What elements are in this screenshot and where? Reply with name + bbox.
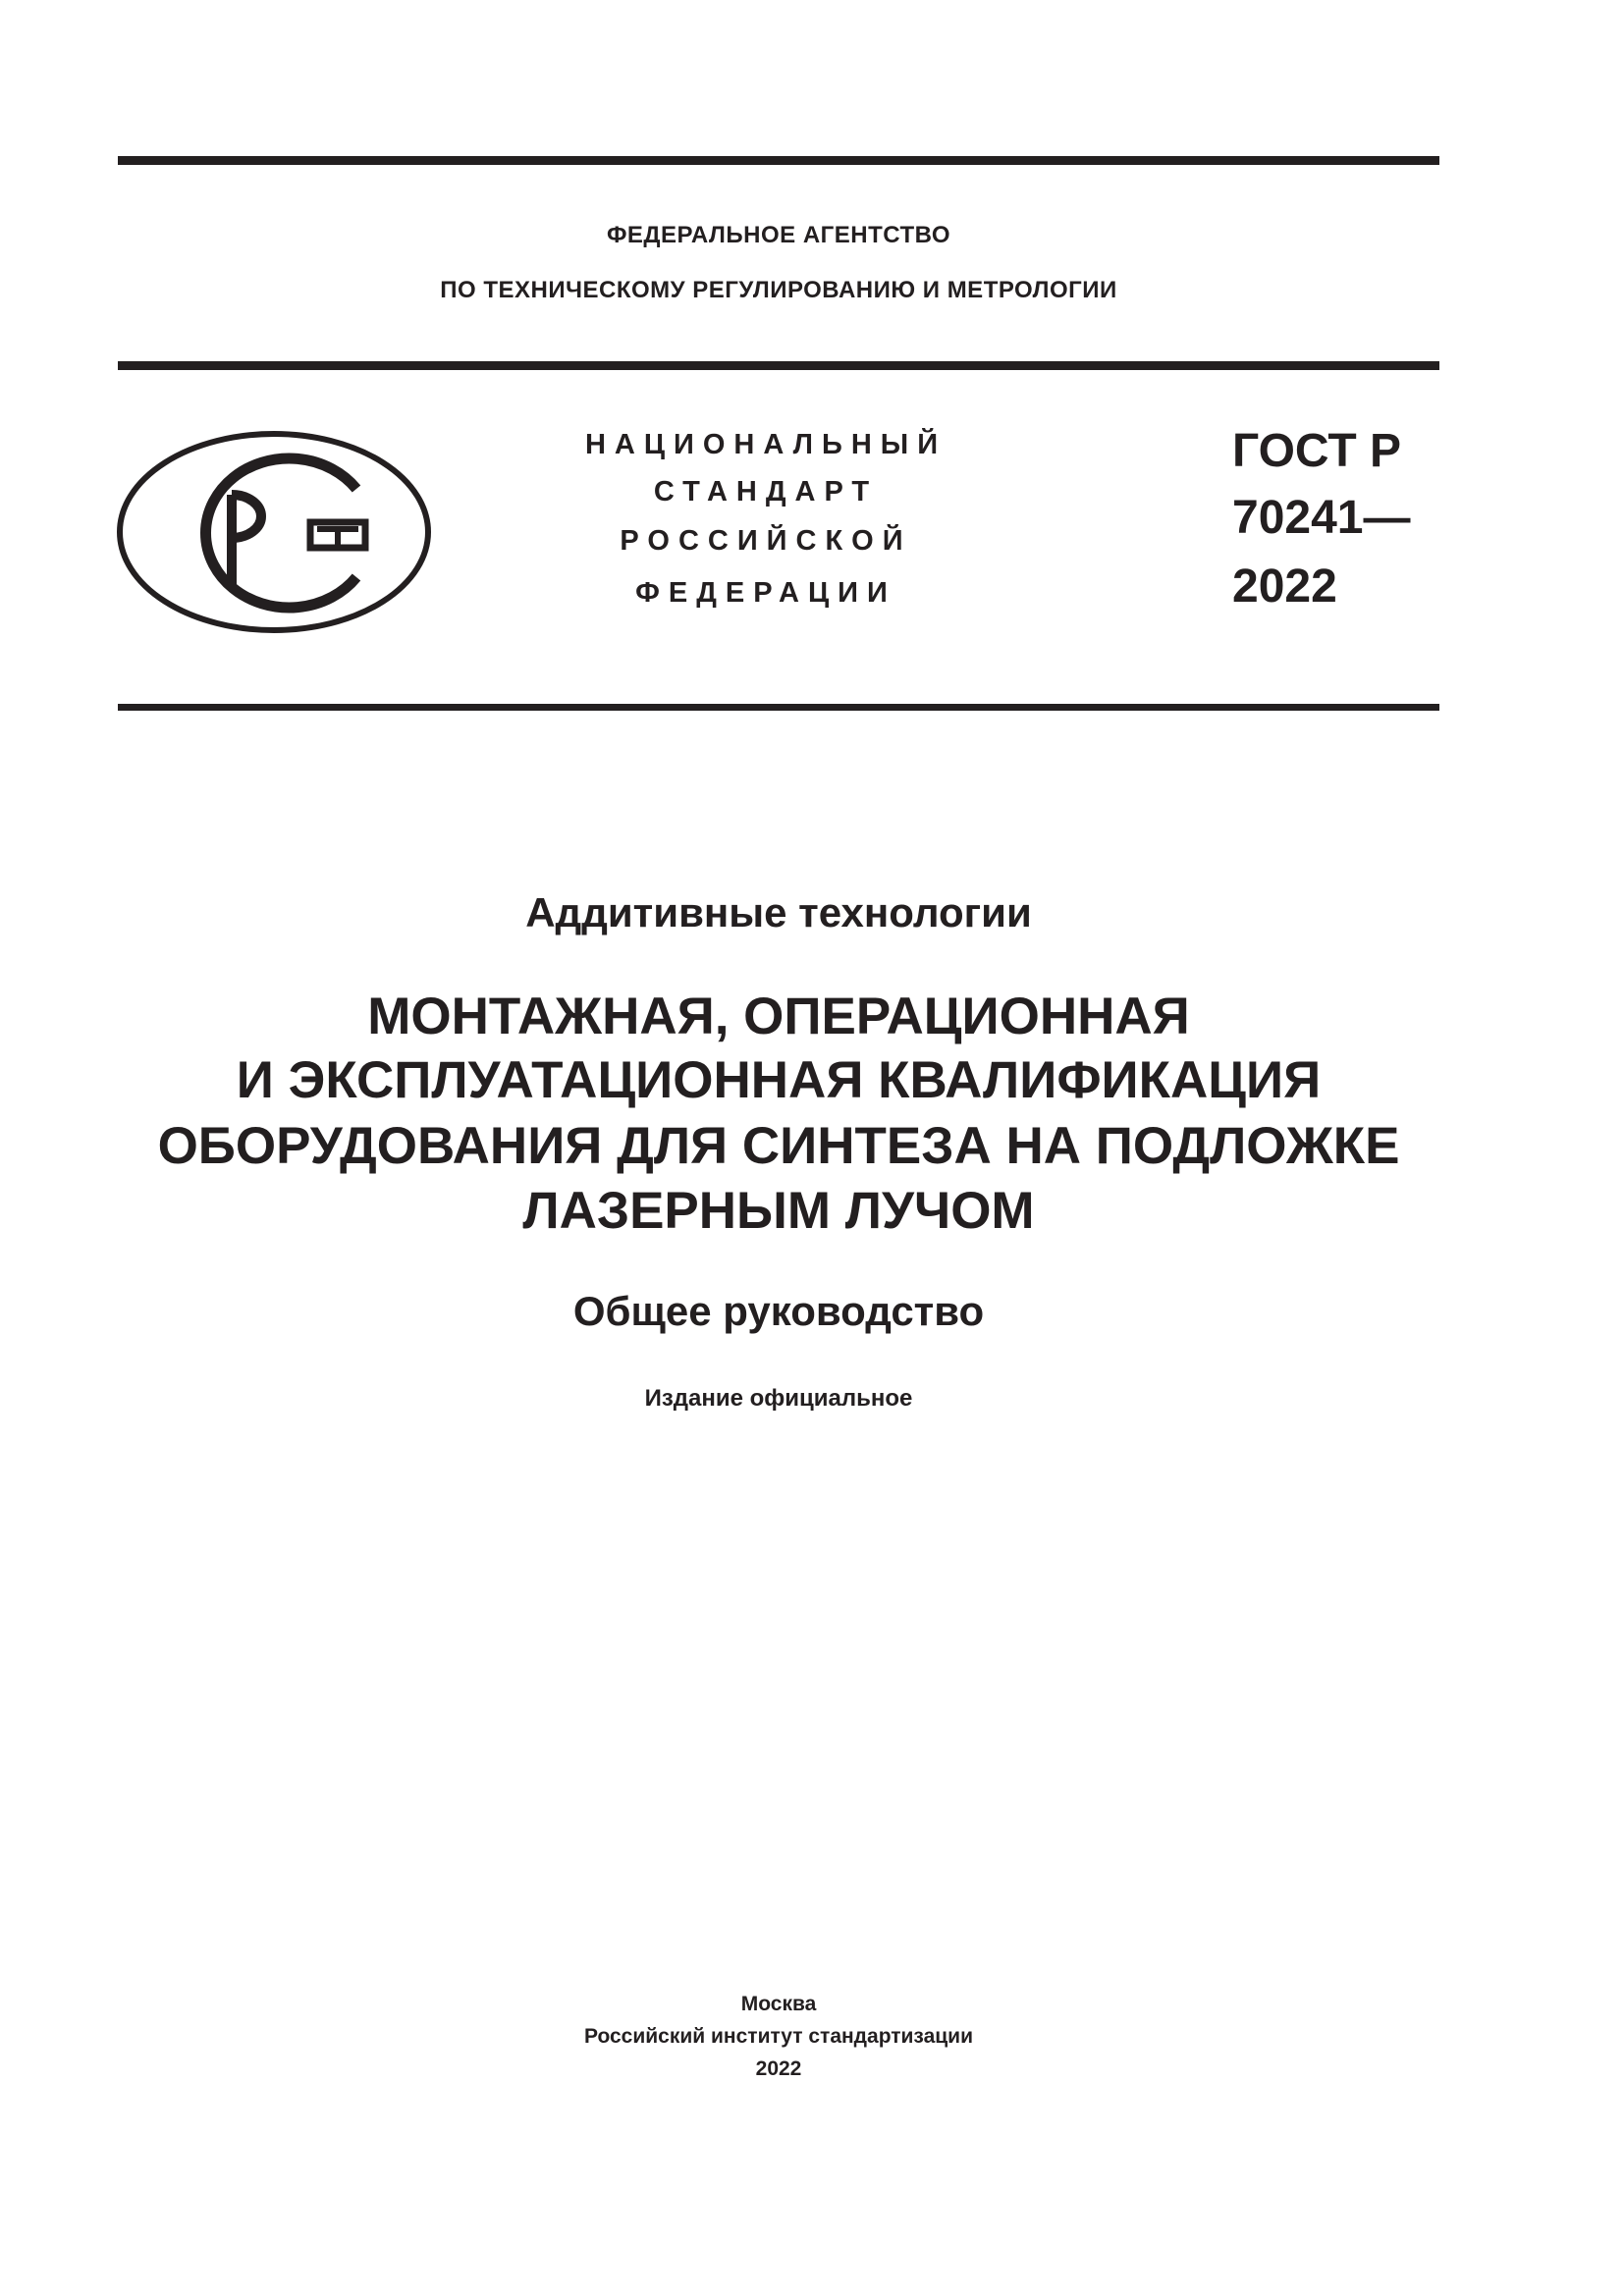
standard-designation-line2: 70241—	[1232, 492, 1411, 544]
document-subject: Аддитивные технологии	[525, 889, 1032, 935]
standard-designation-line1: ГОСТ Р	[1232, 425, 1402, 477]
agency-name-line1: ФЕДЕРАЛЬНОЕ АГЕНТСТВО	[606, 222, 951, 248]
document-title-line2: И ЭКСПЛУАТАЦИОННАЯ КВАЛИФИКАЦИЯ	[236, 1051, 1322, 1109]
standard-designation-year: 2022	[1232, 561, 1337, 613]
top-divider-rule	[118, 156, 1439, 165]
national-standard-line2: СТАНДАРТ	[653, 476, 879, 507]
rst-certification-mark-icon	[116, 430, 432, 634]
imprint-publisher: Российский институт стандартизации	[583, 2025, 974, 2048]
national-standard-line1: НАЦИОНАЛЬНЫЙ	[584, 429, 947, 460]
edition-note: Издание официальное	[644, 1385, 913, 1412]
document-title-line4: ЛАЗЕРНЫМ ЛУЧОМ	[522, 1182, 1035, 1240]
imprint-city: Москва	[740, 1993, 817, 2015]
bottom-divider-rule	[118, 704, 1439, 711]
national-standard-line3: РОССИЙСКОЙ	[620, 525, 912, 557]
document-title-line3: ОБОРУДОВАНИЯ ДЛЯ СИНТЕЗА НА ПОДЛОЖКЕ	[157, 1117, 1400, 1175]
document-title-line1: МОНТАЖНАЯ, ОПЕРАЦИОННАЯ	[367, 988, 1190, 1045]
national-standard-line4: ФЕДЕРАЦИИ	[635, 577, 896, 609]
imprint-year: 2022	[755, 2057, 802, 2080]
document-subtitle: Общее руководство	[572, 1288, 985, 1334]
middle-divider-rule	[118, 361, 1439, 370]
agency-name-line2: ПО ТЕХНИЧЕСКОМУ РЕГУЛИРОВАНИЮ И МЕТРОЛОГИИ	[440, 277, 1117, 303]
